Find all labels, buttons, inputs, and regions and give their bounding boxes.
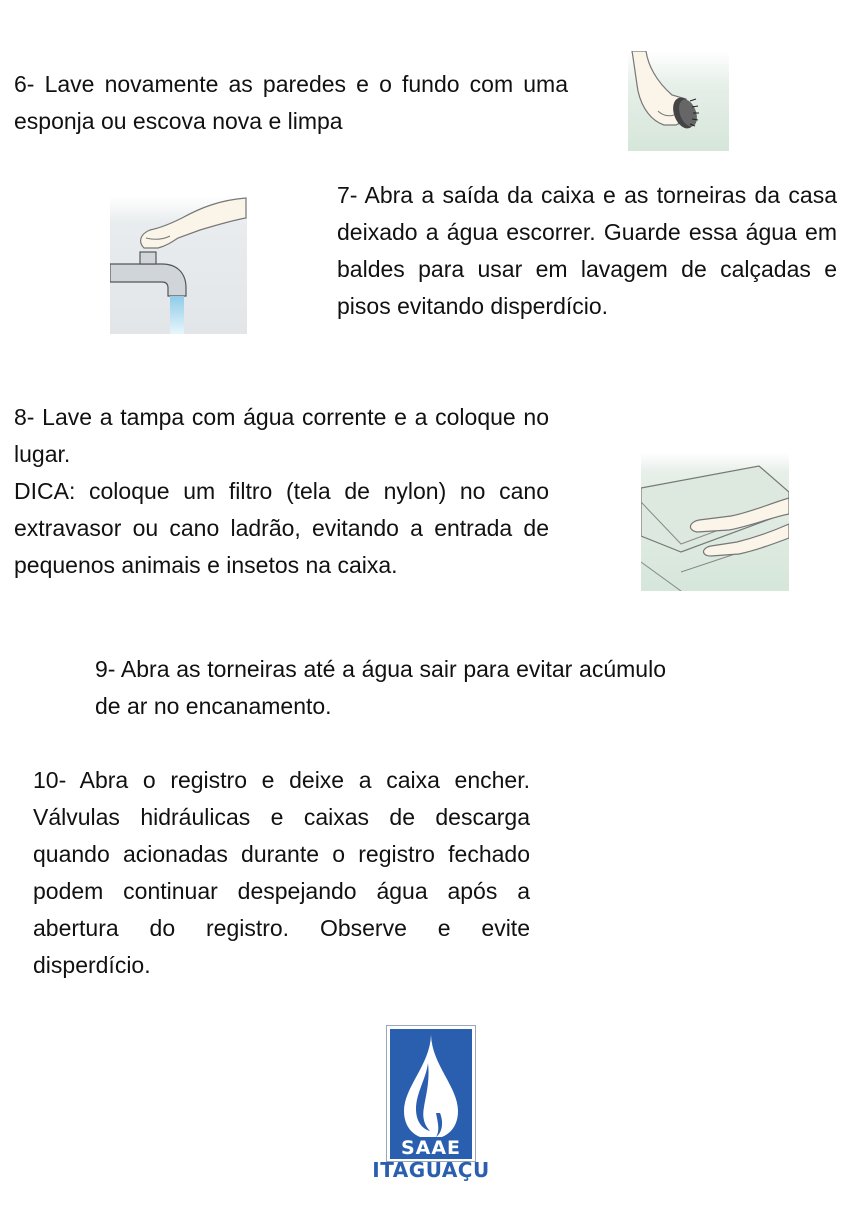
step-9-text: 9- Abra as torneiras até a água sair para evitar acúmulo de ar no encanamento.	[95, 656, 666, 719]
step-6-text: 6- Lave novamente as paredes e o fundo com uma esponja ou escova nova e limpa	[14, 71, 568, 134]
hand-opening-faucet-icon	[110, 196, 247, 334]
logo-acronym: SAAE	[390, 1137, 472, 1159]
step-8-text: 8- Lave a tampa com água corrente e a coloque no lugar.	[14, 404, 549, 467]
hands-placing-lid-icon	[641, 452, 789, 591]
hand-brush-scrubbing-icon	[628, 51, 729, 151]
step-8-tip: DICA: coloque um filtro (tela de nylon) no cano extravasor ou cano ladrão, evitando a entrada de pequenos animais e insetos na caixa.	[14, 478, 549, 578]
logo-city: ITAGUAÇU	[372, 1158, 490, 1182]
step-7-text: 7- Abra a saída da caixa e as torneiras da casa deixado a água escorrer. Guarde essa água em baldes para usar em lavagem de calçadas e pisos evitando disperdício.	[337, 182, 837, 319]
saae-logo	[386, 1025, 476, 1162]
step-10-text: 10- Abra o registro e deixe a caixa encher. Válvulas hidráulicas e caixas de descarga quando acionadas durante o registro fechado podem continuar despejando água após a abertura do registro. Observe e evite disperdício.	[33, 767, 530, 978]
